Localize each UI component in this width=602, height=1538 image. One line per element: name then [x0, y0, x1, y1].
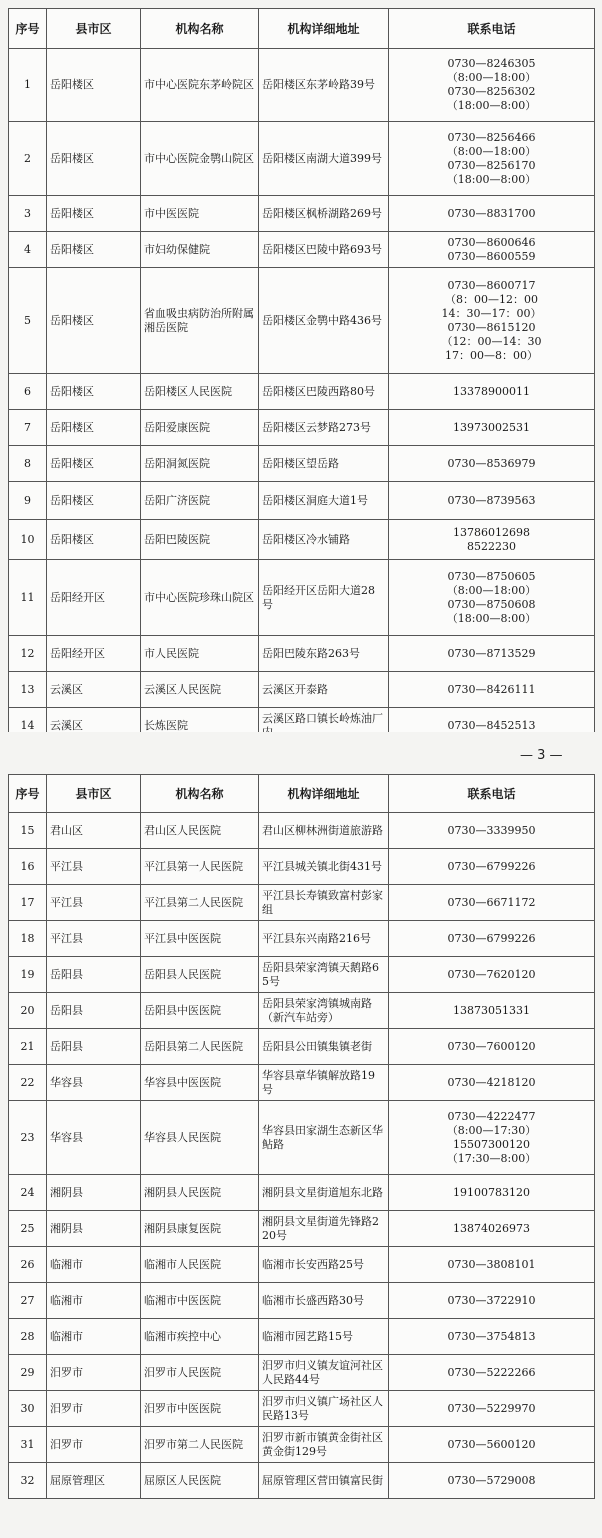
org-name-cell: 平江县中医医院 — [141, 921, 259, 957]
county-cell: 岳阳楼区 — [47, 268, 141, 374]
row-index: 8 — [9, 446, 47, 482]
county-cell: 汨罗市 — [47, 1427, 141, 1463]
phone-cell: 19100783120 — [389, 1175, 595, 1211]
page-number: — 3 — — [520, 748, 563, 763]
org-name-cell: 省血吸虫病防治所附属湘岳医院 — [141, 268, 259, 374]
row-index: 20 — [9, 993, 47, 1029]
table-header-row — [9, 775, 595, 813]
county-cell: 岳阳县 — [47, 1029, 141, 1065]
county-cell: 汨罗市 — [47, 1355, 141, 1391]
table-row — [9, 232, 595, 268]
org-name-cell: 市中心医院东茅岭院区 — [141, 49, 259, 122]
table-row — [9, 268, 595, 374]
phone-cell: 0730—8426111 — [389, 672, 595, 708]
table-row — [9, 1247, 595, 1283]
row-index: 32 — [9, 1463, 47, 1499]
org-name-cell: 岳阳巴陵医院 — [141, 520, 259, 560]
org-name-cell: 市中医医院 — [141, 196, 259, 232]
address-cell: 屈原管理区营田镇富民街 — [259, 1463, 389, 1499]
county-cell: 岳阳楼区 — [47, 482, 141, 520]
row-index: 1 — [9, 49, 47, 122]
address-cell: 平江县长寿镇致富村彭家组 — [259, 885, 389, 921]
phone-cell: 0730—5229970 — [389, 1391, 595, 1427]
table-row — [9, 49, 595, 122]
row-index: 25 — [9, 1211, 47, 1247]
address-cell: 岳阳楼区巴陵中路693号 — [259, 232, 389, 268]
table-row — [9, 849, 595, 885]
phone-cell: 0730—6799226 — [389, 849, 595, 885]
org-name-cell: 湘阴县康复医院 — [141, 1211, 259, 1247]
org-name-cell: 长炼医院 — [141, 708, 259, 744]
table-page-1 — [8, 8, 594, 744]
header-org: 机构名称 — [141, 775, 259, 813]
address-cell: 岳阳楼区望岳路 — [259, 446, 389, 482]
address-cell: 平江县东兴南路216号 — [259, 921, 389, 957]
county-cell: 临湘市 — [47, 1319, 141, 1355]
address-cell: 岳阳楼区洞庭大道1号 — [259, 482, 389, 520]
address-cell: 岳阳楼区云梦路273号 — [259, 410, 389, 446]
hospital-table-1 — [8, 8, 595, 744]
county-cell: 华容县 — [47, 1101, 141, 1175]
org-name-cell: 临湘市中医医院 — [141, 1283, 259, 1319]
phone-cell: 0730—8713529 — [389, 636, 595, 672]
row-index: 15 — [9, 813, 47, 849]
address-cell: 临湘市园艺路15号 — [259, 1319, 389, 1355]
row-index: 17 — [9, 885, 47, 921]
county-cell: 岳阳楼区 — [47, 232, 141, 268]
phone-cell: 13378900011 — [389, 374, 595, 410]
county-cell: 岳阳楼区 — [47, 49, 141, 122]
county-cell: 汨罗市 — [47, 1391, 141, 1427]
phone-cell: 0730—3722910 — [389, 1283, 595, 1319]
county-cell: 湘阴县 — [47, 1175, 141, 1211]
table-row — [9, 1029, 595, 1065]
header-phone: 联系电话 — [389, 775, 595, 813]
org-name-cell: 市人民医院 — [141, 636, 259, 672]
org-name-cell: 汨罗市人民医院 — [141, 1355, 259, 1391]
address-cell: 岳阳楼区金鹗中路436号 — [259, 268, 389, 374]
row-index: 9 — [9, 482, 47, 520]
table-row — [9, 1427, 595, 1463]
table-row — [9, 196, 595, 232]
table-row — [9, 1355, 595, 1391]
county-cell: 岳阳楼区 — [47, 196, 141, 232]
county-cell: 临湘市 — [47, 1283, 141, 1319]
phone-cell: 0730—5222266 — [389, 1355, 595, 1391]
address-cell: 岳阳县公田镇集镇老街 — [259, 1029, 389, 1065]
org-name-cell: 岳阳楼区人民医院 — [141, 374, 259, 410]
hospital-table-2 — [8, 774, 595, 1499]
org-name-cell: 华容县人民医院 — [141, 1101, 259, 1175]
org-name-cell: 岳阳广济医院 — [141, 482, 259, 520]
org-name-cell: 华容县中医医院 — [141, 1065, 259, 1101]
row-index: 7 — [9, 410, 47, 446]
org-name-cell: 汨罗市中医医院 — [141, 1391, 259, 1427]
table-row — [9, 813, 595, 849]
org-name-cell: 平江县第一人民医院 — [141, 849, 259, 885]
table-row — [9, 636, 595, 672]
address-cell: 汨罗市归义镇广场社区人民路13号 — [259, 1391, 389, 1427]
address-cell: 岳阳巴陵东路263号 — [259, 636, 389, 672]
county-cell: 云溪区 — [47, 672, 141, 708]
table-page-2 — [8, 774, 594, 1499]
row-index: 28 — [9, 1319, 47, 1355]
org-name-cell: 市妇幼保健院 — [141, 232, 259, 268]
address-cell: 湘阴县文星街道先锋路220号 — [259, 1211, 389, 1247]
address-cell: 岳阳经开区岳阳大道28号 — [259, 560, 389, 636]
row-index: 10 — [9, 520, 47, 560]
row-index: 31 — [9, 1427, 47, 1463]
county-cell: 岳阳县 — [47, 957, 141, 993]
county-cell: 岳阳经开区 — [47, 560, 141, 636]
county-cell: 云溪区 — [47, 708, 141, 744]
table-row — [9, 672, 595, 708]
county-cell: 岳阳县 — [47, 993, 141, 1029]
phone-cell: 0730—5729008 — [389, 1463, 595, 1499]
table-row — [9, 482, 595, 520]
org-name-cell: 汨罗市第二人民医院 — [141, 1427, 259, 1463]
row-index: 14 — [9, 708, 47, 744]
county-cell: 君山区 — [47, 813, 141, 849]
phone-cell: 0730—8739563 — [389, 482, 595, 520]
county-cell: 平江县 — [47, 921, 141, 957]
address-cell: 湘阴县文星街道旭东北路 — [259, 1175, 389, 1211]
org-name-cell: 君山区人民医院 — [141, 813, 259, 849]
org-name-cell: 临湘市疾控中心 — [141, 1319, 259, 1355]
table-row — [9, 520, 595, 560]
address-cell: 汨罗市新市镇黄金街社区黄金街129号 — [259, 1427, 389, 1463]
county-cell: 平江县 — [47, 885, 141, 921]
address-cell: 岳阳楼区冷水铺路 — [259, 520, 389, 560]
row-index: 2 — [9, 122, 47, 196]
table-row — [9, 1175, 595, 1211]
address-cell: 华容县章华镇解放路19号 — [259, 1065, 389, 1101]
county-cell: 平江县 — [47, 849, 141, 885]
phone-cell: 0730—8600717 （8：00—12：00 14：30—17：00） 0730—8615120 （12：00—14：30 17：00—8：00） — [389, 268, 595, 374]
row-index: 23 — [9, 1101, 47, 1175]
address-cell: 岳阳县荣家湾镇天鹅路65号 — [259, 957, 389, 993]
table-row — [9, 1283, 595, 1319]
table-row — [9, 1211, 595, 1247]
phone-cell: 0730—3339950 — [389, 813, 595, 849]
table-row — [9, 1065, 595, 1101]
header-address: 机构详细地址 — [259, 775, 389, 813]
table-row — [9, 560, 595, 636]
org-name-cell: 湘阴县人民医院 — [141, 1175, 259, 1211]
phone-cell: 0730—8452513 — [389, 708, 595, 744]
phone-cell: 0730—8256466 （8:00—18:00） 0730—8256170 （18:00—8:00） — [389, 122, 595, 196]
org-name-cell: 屈原区人民医院 — [141, 1463, 259, 1499]
county-cell: 屈原管理区 — [47, 1463, 141, 1499]
phone-cell: 0730—8536979 — [389, 446, 595, 482]
org-name-cell: 岳阳县第二人民医院 — [141, 1029, 259, 1065]
phone-cell: 0730—7600120 — [389, 1029, 595, 1065]
table-row — [9, 1101, 595, 1175]
phone-cell: 0730—6799226 — [389, 921, 595, 957]
county-cell: 岳阳楼区 — [47, 374, 141, 410]
row-index: 12 — [9, 636, 47, 672]
row-index: 22 — [9, 1065, 47, 1101]
row-index: 21 — [9, 1029, 47, 1065]
org-name-cell: 临湘市人民医院 — [141, 1247, 259, 1283]
phone-cell: 0730—8831700 — [389, 196, 595, 232]
address-cell: 临湘市长安西路25号 — [259, 1247, 389, 1283]
row-index: 19 — [9, 957, 47, 993]
org-name-cell: 平江县第二人民医院 — [141, 885, 259, 921]
table-row — [9, 1463, 595, 1499]
table-row — [9, 374, 595, 410]
address-cell: 平江县城关镇北街431号 — [259, 849, 389, 885]
org-name-cell: 市中心医院珍珠山院区 — [141, 560, 259, 636]
phone-cell: 0730—8750605 （8:00—18:00） 0730—8750608 （18:00—8:00） — [389, 560, 595, 636]
address-cell: 岳阳楼区巴陵西路80号 — [259, 374, 389, 410]
row-index: 30 — [9, 1391, 47, 1427]
phone-cell: 13873051331 — [389, 993, 595, 1029]
phone-cell: 0730—8246305 （8:00—18:00） 0730—8256302 （18:00—8:00） — [389, 49, 595, 122]
address-cell: 岳阳楼区南湖大道399号 — [259, 122, 389, 196]
row-index: 3 — [9, 196, 47, 232]
phone-cell: 0730—3808101 — [389, 1247, 595, 1283]
address-cell: 华容县田家湖生态新区华鲇路 — [259, 1101, 389, 1175]
header-idx: 序号 — [9, 775, 47, 813]
address-cell: 云溪区开泰路 — [259, 672, 389, 708]
county-cell: 岳阳楼区 — [47, 520, 141, 560]
table-row — [9, 1319, 595, 1355]
org-name-cell: 岳阳县中医医院 — [141, 993, 259, 1029]
org-name-cell: 云溪区人民医院 — [141, 672, 259, 708]
org-name-cell: 岳阳爱康医院 — [141, 410, 259, 446]
table-row — [9, 446, 595, 482]
header-phone: 联系电话 — [389, 9, 595, 49]
row-index: 24 — [9, 1175, 47, 1211]
county-cell: 岳阳楼区 — [47, 446, 141, 482]
row-index: 4 — [9, 232, 47, 268]
address-cell: 君山区柳林洲街道旅游路 — [259, 813, 389, 849]
header-county: 县市区 — [47, 775, 141, 813]
phone-cell: 13973002531 — [389, 410, 595, 446]
phone-cell: 0730—3754813 — [389, 1319, 595, 1355]
phone-cell: 13786012698 8522230 — [389, 520, 595, 560]
org-name-cell: 岳阳县人民医院 — [141, 957, 259, 993]
phone-cell: 0730—7620120 — [389, 957, 595, 993]
header-county: 县市区 — [47, 9, 141, 49]
phone-cell: 0730—4222477 （8:00—17:30） 15507300120 （17:30—8:00） — [389, 1101, 595, 1175]
page-gap — [0, 732, 602, 774]
county-cell: 岳阳楼区 — [47, 122, 141, 196]
row-index: 13 — [9, 672, 47, 708]
phone-cell: 0730—8600646 0730—8600559 — [389, 232, 595, 268]
address-cell: 云溪区路口镇长岭炼油厂 — [259, 708, 389, 744]
row-index: 16 — [9, 849, 47, 885]
table-header-row — [9, 9, 595, 49]
table-row — [9, 921, 595, 957]
table-row — [9, 957, 595, 993]
table-row — [9, 1391, 595, 1427]
phone-cell: 0730—4218120 — [389, 1065, 595, 1101]
address-cell: 岳阳楼区枫桥湖路269号 — [259, 196, 389, 232]
address-cell: 临湘市长盛西路30号 — [259, 1283, 389, 1319]
phone-cell: 13874026973 — [389, 1211, 595, 1247]
header-org: 机构名称 — [141, 9, 259, 49]
table-row — [9, 122, 595, 196]
row-index: 6 — [9, 374, 47, 410]
address-cell: 汨罗市归义镇友谊河社区人民路44号 — [259, 1355, 389, 1391]
row-index: 26 — [9, 1247, 47, 1283]
address-cell: 岳阳县荣家湾镇城南路（新汽车站旁） — [259, 993, 389, 1029]
county-cell: 华容县 — [47, 1065, 141, 1101]
table-row — [9, 885, 595, 921]
row-index: 5 — [9, 268, 47, 374]
row-index: 27 — [9, 1283, 47, 1319]
table-row — [9, 410, 595, 446]
row-index: 18 — [9, 921, 47, 957]
org-name-cell: 岳阳洞氮医院 — [141, 446, 259, 482]
org-name-cell: 市中心医院金鹗山院区 — [141, 122, 259, 196]
county-cell: 临湘市 — [47, 1247, 141, 1283]
county-cell: 湘阴县 — [47, 1211, 141, 1247]
phone-cell: 0730—6671172 — [389, 885, 595, 921]
address-cell: 岳阳楼区东茅岭路39号 — [259, 49, 389, 122]
county-cell: 岳阳楼区 — [47, 410, 141, 446]
table-row — [9, 993, 595, 1029]
phone-cell: 0730—5600120 — [389, 1427, 595, 1463]
county-cell: 岳阳经开区 — [47, 636, 141, 672]
header-idx: 序号 — [9, 9, 47, 49]
row-index: 11 — [9, 560, 47, 636]
header-address: 机构详细地址 — [259, 9, 389, 49]
row-index: 29 — [9, 1355, 47, 1391]
